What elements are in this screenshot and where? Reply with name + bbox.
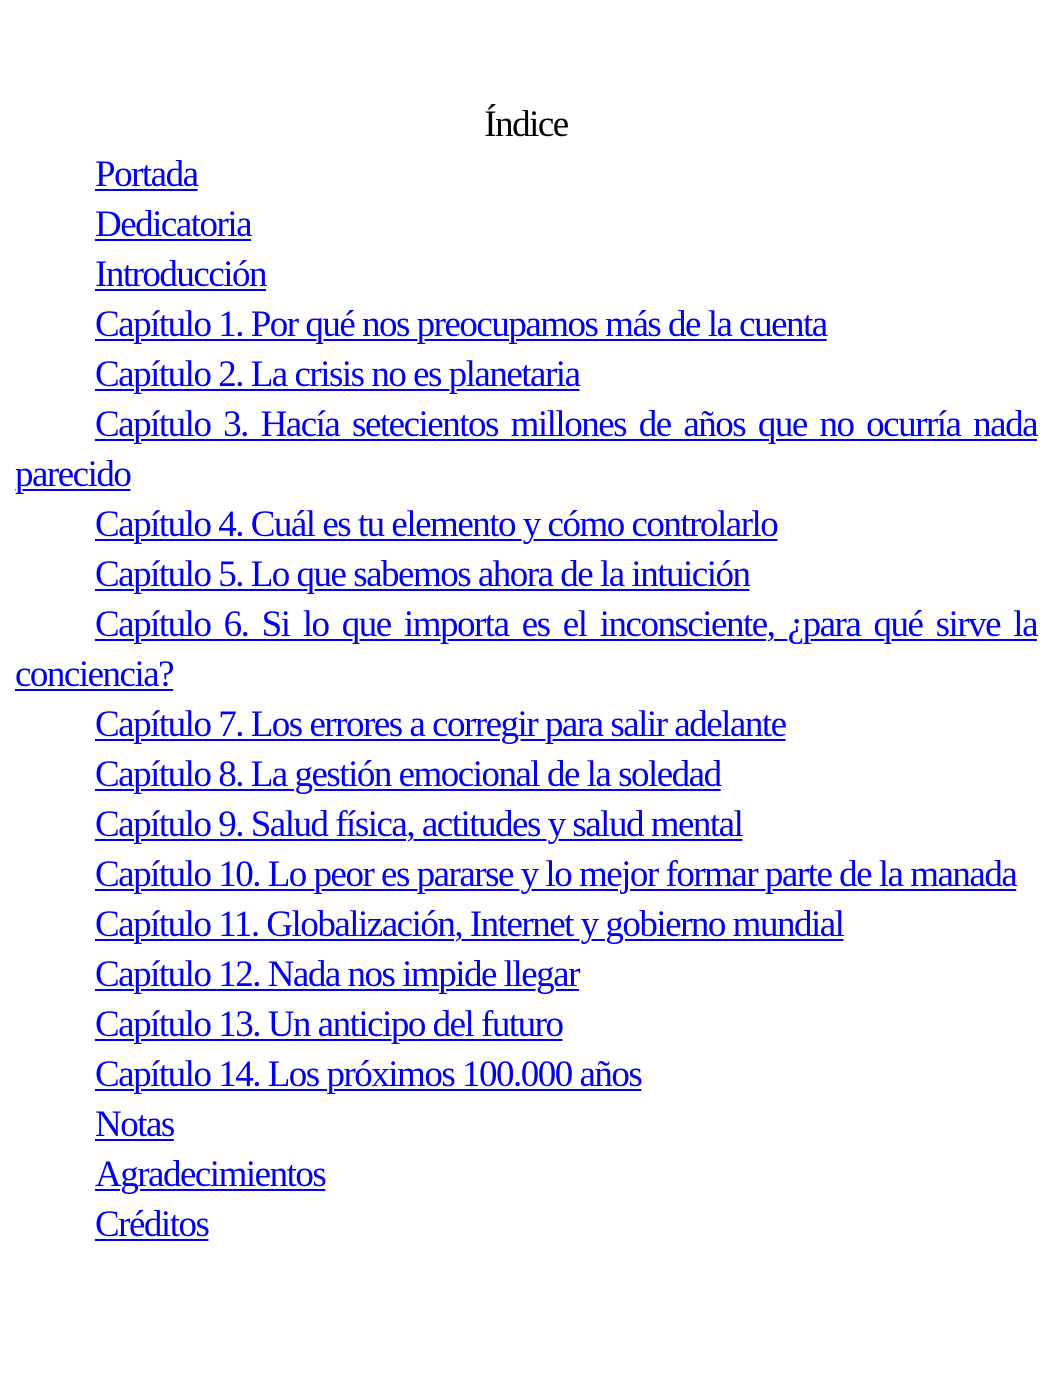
toc-entry-capitulo-10 [15, 850, 1037, 900]
toc-link-capitulo-14[interactable]: Capítulo 14. Los próximos 100.000 años [95, 1054, 642, 1095]
toc-link-capitulo-4[interactable]: Capítulo 4. Cuál es tu elemento y cómo controlarlo [95, 504, 778, 545]
toc-link-notas[interactable]: Notas [95, 1104, 174, 1145]
toc-link-capitulo-10[interactable]: Capítulo 10. Lo peor es pararse y lo mejor formar parte de la manada [95, 854, 1017, 895]
toc-link-capitulo-13[interactable]: Capítulo 13. Un anticipo del futuro [95, 1004, 563, 1045]
toc-entry-capitulo-9 [15, 800, 1037, 850]
toc-entry-introduccion [15, 250, 1037, 300]
toc-link-agradecimientos[interactable]: Agradecimientos [95, 1154, 326, 1195]
toc-entry-capitulo-3 [15, 400, 1037, 500]
toc-link-creditos[interactable]: Créditos [95, 1204, 209, 1245]
toc-link-capitulo-2[interactable]: Capítulo 2. La crisis no es planetaria [95, 354, 580, 395]
toc-link-capitulo-1[interactable]: Capítulo 1. Por qué nos preocupamos más de la cuenta [95, 304, 827, 345]
toc-entry-capitulo-2 [15, 350, 1037, 400]
toc-entry-capitulo-13 [15, 1000, 1037, 1050]
toc-entry-dedicatoria [15, 200, 1037, 250]
toc-entry-capitulo-12 [15, 950, 1037, 1000]
toc-entry-capitulo-4 [15, 500, 1037, 550]
toc-entry-capitulo-11 [15, 900, 1037, 950]
toc-entry-creditos [15, 1200, 1037, 1250]
toc-entry-portada [15, 150, 1037, 200]
toc-link-introduccion[interactable]: Introducción [95, 254, 267, 295]
toc-link-capitulo-3[interactable]: Capítulo 3. Hacía setecientos millones de años que no ocurría nada parecido [15, 404, 1037, 495]
toc-title: Índice [484, 104, 568, 145]
toc-entry-notas [15, 1100, 1037, 1150]
toc-link-capitulo-6[interactable]: Capítulo 6. Si lo que importa es el inconsciente, ¿para qué sirve la conciencia? [15, 604, 1037, 695]
toc-list [15, 150, 1037, 1250]
toc-entry-capitulo-7 [15, 700, 1037, 750]
toc-entry-capitulo-6 [15, 600, 1037, 700]
toc-link-capitulo-11[interactable]: Capítulo 11. Globalización, Internet y gobierno mundial [95, 904, 844, 945]
toc-entry-capitulo-1 [15, 300, 1037, 350]
toc-page [15, 100, 1037, 1250]
toc-entry-capitulo-8 [15, 750, 1037, 800]
toc-link-dedicatoria[interactable]: Dedicatoria [95, 204, 252, 245]
toc-link-portada[interactable]: Portada [95, 154, 198, 195]
toc-entry-capitulo-5 [15, 550, 1037, 600]
toc-link-capitulo-9[interactable]: Capítulo 9. Salud física, actitudes y salud mental [95, 804, 743, 845]
toc-link-capitulo-12[interactable]: Capítulo 12. Nada nos impide llegar [95, 954, 579, 995]
toc-link-capitulo-5[interactable]: Capítulo 5. Lo que sabemos ahora de la intuición [95, 554, 750, 595]
toc-entry-agradecimientos [15, 1150, 1037, 1200]
toc-link-capitulo-7[interactable]: Capítulo 7. Los errores a corregir para salir adelante [95, 704, 786, 745]
toc-entry-capitulo-14 [15, 1050, 1037, 1100]
toc-link-capitulo-8[interactable]: Capítulo 8. La gestión emocional de la soledad [95, 754, 721, 795]
